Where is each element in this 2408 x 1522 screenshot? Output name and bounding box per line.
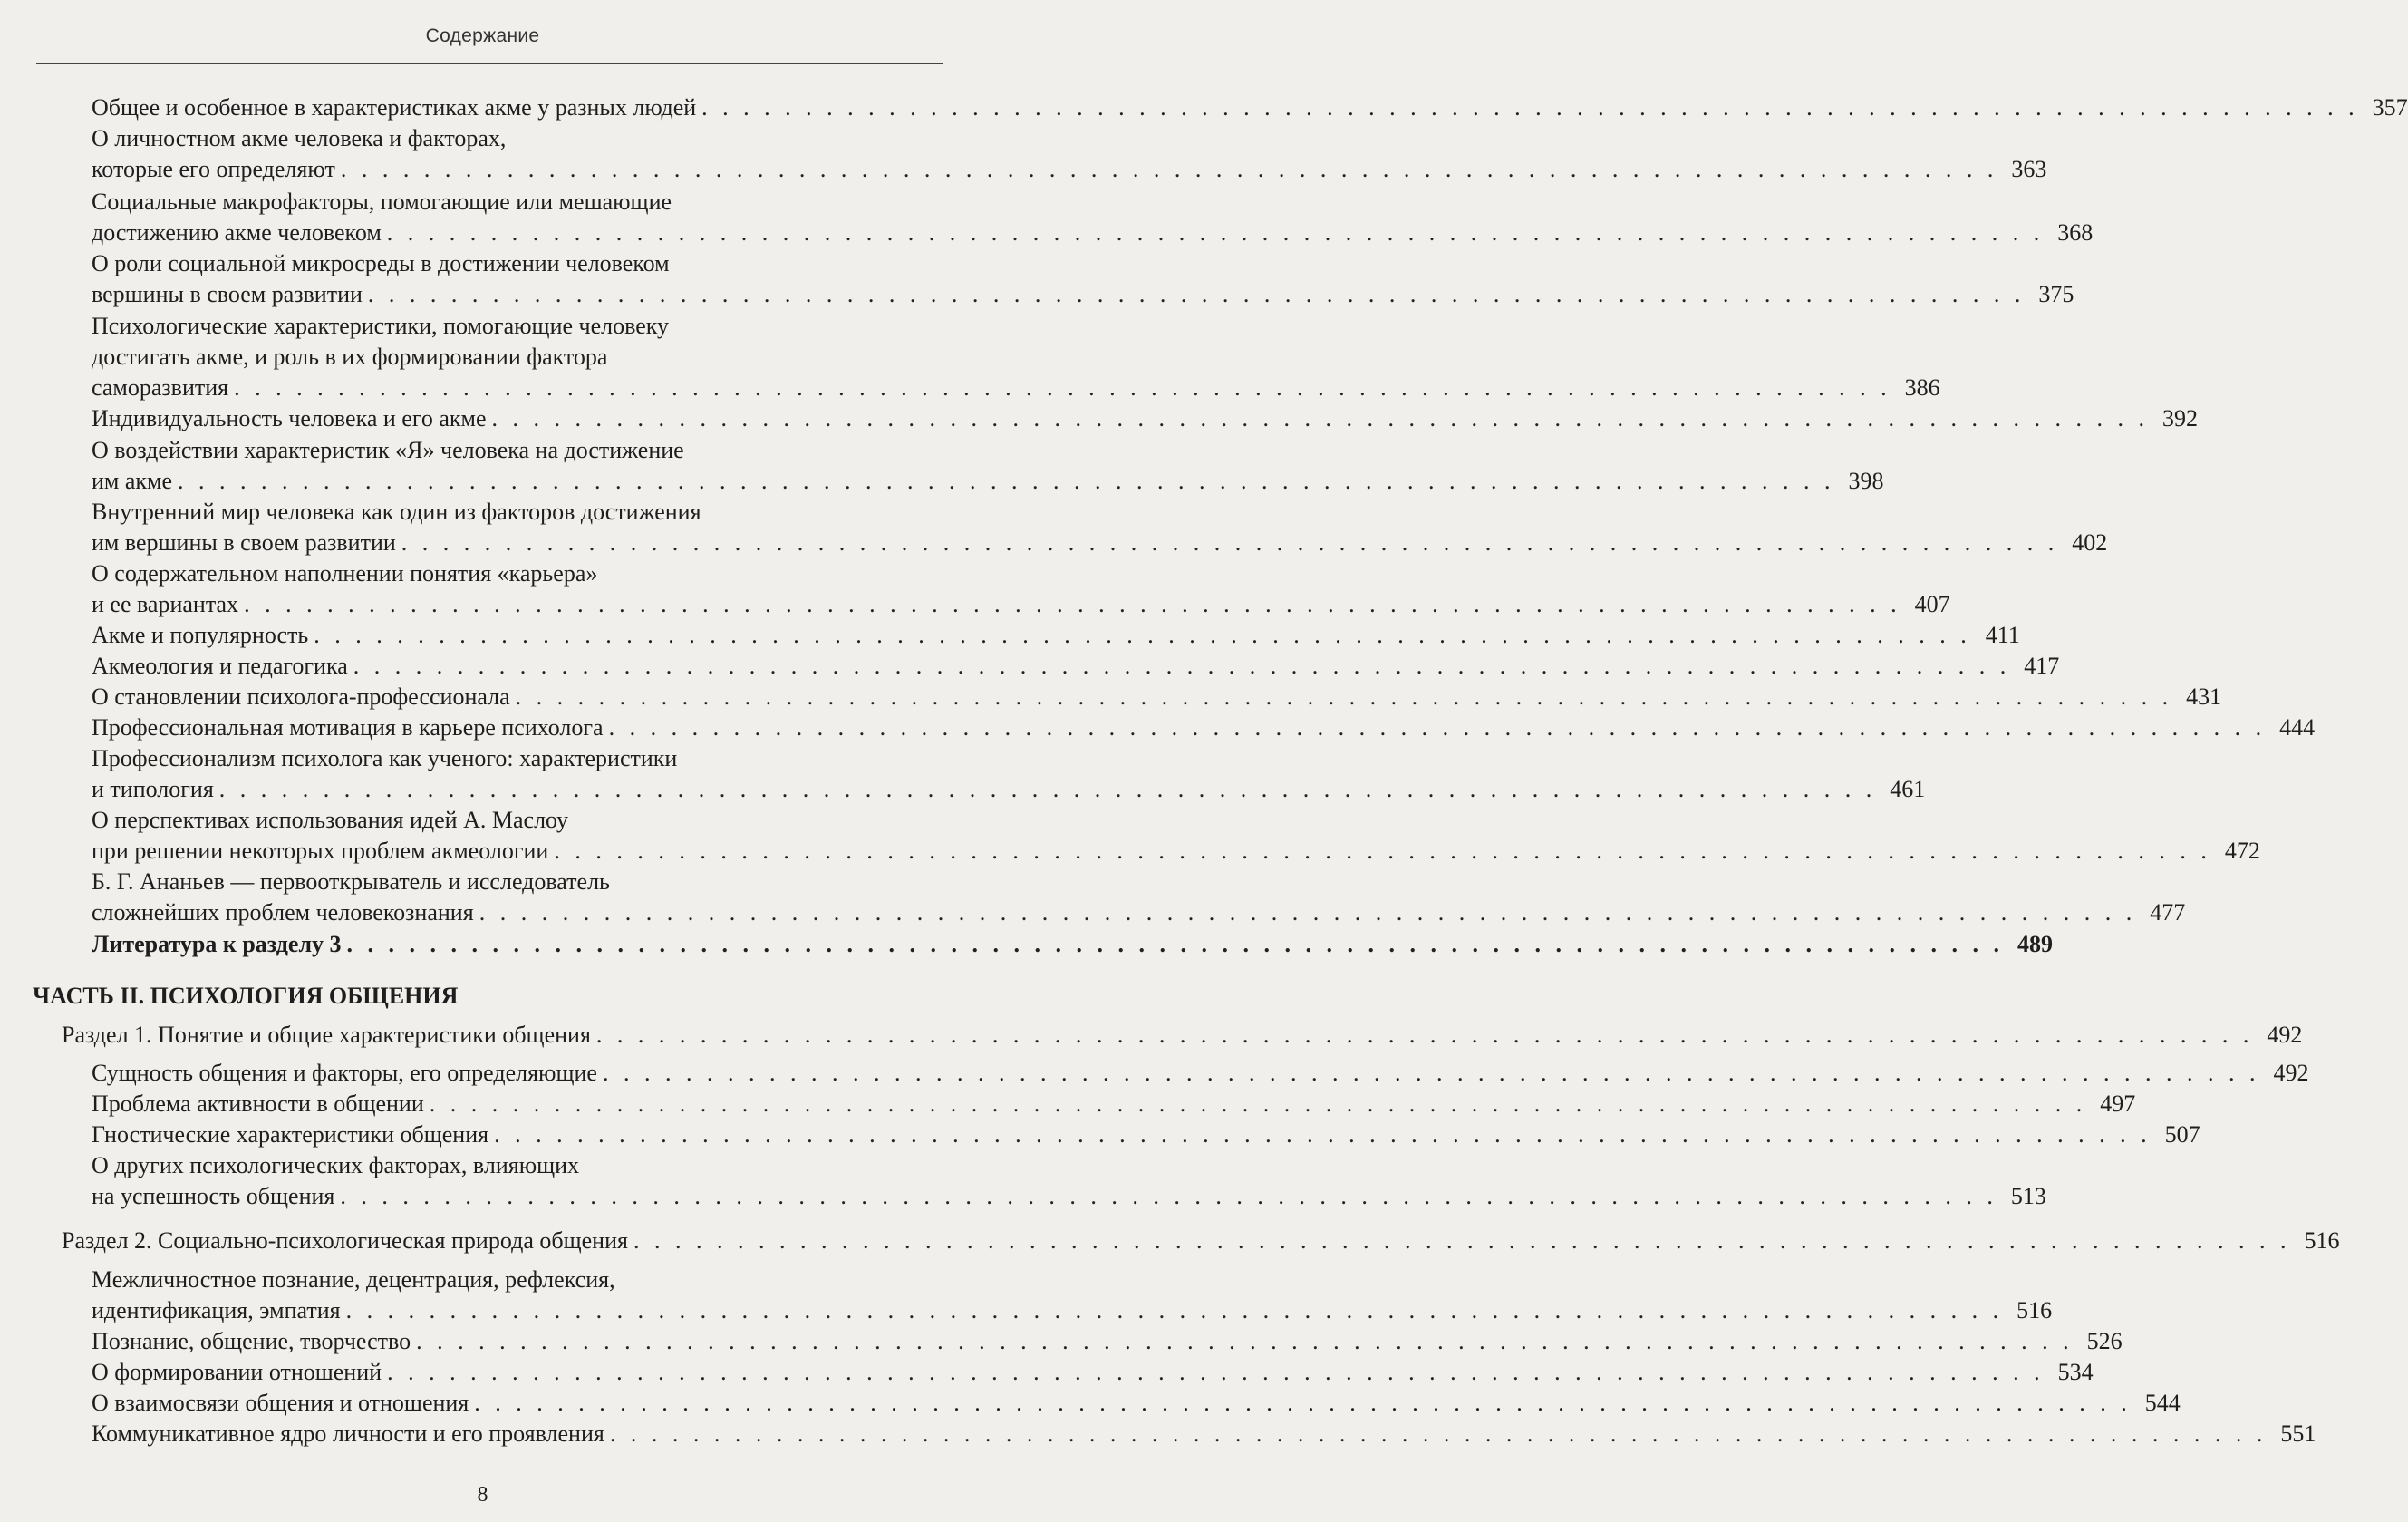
toc-entry: [92, 311, 1940, 403]
toc-page-number: 461: [1890, 776, 1926, 802]
toc-entry-title: Литература к разделу 3: [92, 931, 342, 957]
leader-dots: . . . . . . . . . . . . . . . . . . . . . . . . . . . . . . . . . . . . . . . . . . . . . . . . . . . . . . . . . . . . . . . . . . . . . . . . . . . . . . . .: [244, 591, 1901, 617]
toc-entry: [92, 743, 1926, 805]
running-head: Содержание: [425, 25, 540, 46]
leader-dots: . . . . . . . . . . . . . . . . . . . . . . . . . . . . . . . . . . . . . . . . . . . . . . . . . . . . . . . . . . . . . . . . . . . . . . . . . . . . . . . .: [494, 1121, 2152, 1148]
leader-dots: . . . . . . . . . . . . . . . . . . . . . . . . . . . . . . . . . . . . . . . . . . . . . . . . . . . . . . . . . . . . . . . . . . . . . . . . . . . . . . . .: [608, 714, 2267, 741]
toc-entry-title: достигать акме, и роль в их формировании фактора: [92, 344, 608, 370]
toc-page-number: 551: [2280, 1420, 2316, 1447]
toc-entry-title: Общее и особенное в характеристиках акме у разных людей: [92, 94, 697, 121]
leader-dots: . . . . . . . . . . . . . . . . . . . . . . . . . . . . . . . . . . . . . . . . . . . . . . . . . . . . . . . . . . . . . . . . . . . . . . . . . . . . . . . .: [340, 1183, 1997, 1209]
toc-entry-title: сложнейших проблем человекознания: [92, 899, 474, 926]
leader-dots: . . . . . . . . . . . . . . . . . . . . . . . . . . . . . . . . . . . . . . . . . . . . . . . . . . . . . . . . . . . . . . . . . . . . . . . . . . . . . . . .: [429, 1091, 2087, 1117]
header-rule: [36, 63, 943, 64]
toc-entry-title: О становлении психолога-профессионала: [92, 683, 510, 710]
toc-entry-title: Акме и популярность: [92, 622, 309, 648]
leader-dots: . . . . . . . . . . . . . . . . . . . . . . . . . . . . . . . . . . . . . . . . . . . . . . . . . . . . . . . . . . . . . . . . . . . . . . . . . . . . . . . .: [340, 156, 1998, 182]
toc-entry: [92, 558, 1950, 620]
toc-page-number: 516: [2304, 1227, 2340, 1254]
toc-entry-title: Межличностное познание, децентрация, рефлексия,: [92, 1266, 615, 1293]
toc-entry-title: Коммуникативное ядро личности и его проявления: [92, 1420, 604, 1447]
toc-entry: [92, 682, 2222, 713]
toc-page-number: 444: [2279, 714, 2316, 741]
leader-dots: . . . . . . . . . . . . . . . . . . . . . . . . . . . . . . . . . . . . . . . . . . . . . . . . . . . . . . . . . . . . . . . . . . . . . . . . . . . . . . . .: [554, 838, 2211, 864]
toc-page-number: 386: [1904, 374, 1940, 401]
leader-dots: . . . . . . . . . . . . . . . . . . . . . . . . . . . . . . . . . . . . . . . . . . . . . . . . . . . . . . . . . . . . . . . . . . . . . . . . . . . . . . . .: [387, 1359, 2045, 1385]
toc-entry-title: саморазвития: [92, 374, 229, 401]
toc-entry: [92, 805, 2260, 867]
toc-entry-title: Индивидуальность человека и его акме: [92, 405, 487, 431]
toc-entry-title: О взаимосвязи общения и отношения: [92, 1390, 469, 1416]
toc-entry: [62, 1226, 2340, 1256]
toc-entry: [92, 1388, 2181, 1419]
toc-entry: [92, 92, 2408, 123]
toc-entry-title: Проблема активности в общении: [92, 1091, 424, 1117]
toc-page-number: 407: [1914, 591, 1950, 617]
toc-entry-title: Сущность общения и факторы, его определяющие: [92, 1060, 597, 1086]
toc-entry-title: О содержательном наполнении понятия «карьера»: [92, 560, 598, 587]
leader-dots: . . . . . . . . . . . . . . . . . . . . . . . . . . . . . . . . . . . . . . . . . . . . . . . . . . . . . . . . . . . . . . . . . . . . . . . . . . . . . . . .: [367, 281, 2026, 307]
leader-dots: . . . . . . . . . . . . . . . . . . . . . . . . . . . . . . . . . . . . . . . . . . . . . . . . . . . . . . . . . . . . . . . . . . . . . . . . . . . . . . . .: [218, 776, 1877, 802]
toc-entry-title: вершины в своем развитии: [92, 281, 363, 307]
toc-page-number: 357: [2372, 94, 2408, 121]
leader-dots: . . . . . . . . . . . . . . . . . . . . . . . . . . . . . . . . . . . . . . . . . . . . . . . . . . . . . . . . . . . . . . . . . . . . . . . . . . . . . . . .: [386, 219, 2045, 246]
toc-page-number: 534: [2057, 1359, 2094, 1385]
toc-page-number: 417: [2024, 653, 2060, 679]
toc-page-number: 544: [2144, 1390, 2181, 1416]
toc-entry: [92, 651, 2060, 682]
part-title: ЧАСТЬ II. ПСИХОЛОГИЯ ОБЩЕНИЯ: [33, 983, 459, 1009]
toc-entry: [92, 620, 2020, 651]
toc-page-number: 507: [2164, 1121, 2200, 1148]
toc-page-number: 368: [2057, 219, 2094, 246]
toc-entry: [92, 713, 2316, 743]
toc-entry: [92, 435, 1884, 497]
toc-entry-title: О личностном акме человека и факторах,: [92, 125, 507, 151]
toc-entry: [92, 248, 2074, 310]
leader-dots: . . . . . . . . . . . . . . . . . . . . . . . . . . . . . . . . . . . . . . . . . . . . . . . . . . . . . . . . . . . . . . . . . . . . . . . . . . . . . . . .: [346, 931, 2005, 957]
toc-entry-title: которые его определяют: [92, 156, 335, 182]
toc-page-number: 431: [2186, 683, 2222, 710]
toc-page-number: 513: [2010, 1183, 2046, 1209]
toc-entry-title: Профессионализм психолога как ученого: характеристики: [92, 745, 678, 771]
toc-page-number: 375: [2038, 281, 2074, 307]
leader-dots: . . . . . . . . . . . . . . . . . . . . . . . . . . . . . . . . . . . . . . . . . . . . . . . . . . . . . . . . . . . . . . . . . . . . . . . . . . . . . . . .: [401, 529, 2059, 556]
toc-entry-title: Познание, общение, творчество: [92, 1328, 411, 1354]
toc-entry: [92, 1265, 2053, 1326]
toc-page-number: 363: [2011, 156, 2047, 182]
toc-page-number: 492: [2267, 1022, 2303, 1048]
leader-dots: . . . . . . . . . . . . . . . . . . . . . . . . . . . . . . . . . . . . . . . . . . . . . . . . . . . . . . . . . . . . . . . . . . . . . . . . . . . . . . . .: [515, 683, 2173, 710]
toc-entry-title: им вершины в своем развитии: [92, 529, 396, 556]
toc-entry-title: Профессиональная мотивация в карьере психолога: [92, 714, 604, 741]
page-number: 8: [477, 1483, 488, 1507]
toc-entry-title: Раздел 2. Социально-психологическая природа общения: [62, 1227, 628, 1254]
leader-dots: . . . . . . . . . . . . . . . . . . . . . . . . . . . . . . . . . . . . . . . . . . . . . . . . . . . . . . . . . . . . . . . . . . . . . . . . . . . . . . . .: [701, 94, 2359, 121]
toc-entry-title: О других психологических факторах, влияющих: [92, 1152, 580, 1178]
toc-entry: [92, 123, 2047, 185]
toc-entry: [92, 867, 2186, 928]
leader-dots: . . . . . . . . . . . . . . . . . . . . . . . . . . . . . . . . . . . . . . . . . . . . . . . . . . . . . . . . . . . . . . . . . . . . . . . . . . . . . . . .: [178, 468, 1835, 494]
toc-entry-title: О роли социальной микросреды в достижении человеком: [92, 250, 670, 276]
toc-entry-title: О воздействии характеристик «Я» человека на достижение: [92, 437, 684, 463]
toc-page-number: 392: [2162, 405, 2198, 431]
leader-dots: . . . . . . . . . . . . . . . . . . . . . . . . . . . . . . . . . . . . . . . . . . . . . . . . . . . . . . . . . . . . . . . . . . . . . . . . . . . . . . . .: [609, 1420, 2268, 1447]
leader-dots: . . . . . . . . . . . . . . . . . . . . . . . . . . . . . . . . . . . . . . . . . . . . . . . . . . . . . . . . . . . . . . . . . . . . . . . . . . . . . . . .: [416, 1328, 2074, 1354]
leader-dots: . . . . . . . . . . . . . . . . . . . . . . . . . . . . . . . . . . . . . . . . . . . . . . . . . . . . . . . . . . . . . . . . . . . . . . . . . . . . . . . .: [633, 1227, 2291, 1254]
leader-dots: . . . . . . . . . . . . . . . . . . . . . . . . . . . . . . . . . . . . . . . . . . . . . . . . . . . . . . . . . . . . . . . . . . . . . . . . . . . . . . . .: [234, 374, 1891, 401]
toc-entry-title: идентификация, эмпатия: [92, 1297, 341, 1323]
toc-entry: [92, 929, 2054, 960]
toc-page-number: 472: [2224, 838, 2260, 864]
toc-entry-title: на успешность общения: [92, 1183, 335, 1209]
toc-page-number: 489: [2017, 931, 2054, 957]
toc-entry-title: О формировании отношений: [92, 1359, 382, 1385]
leader-dots: . . . . . . . . . . . . . . . . . . . . . . . . . . . . . . . . . . . . . . . . . . . . . . . . . . . . . . . . . . . . . . . . . . . . . . . . . . . . . . . .: [491, 405, 2149, 431]
leader-dots: . . . . . . . . . . . . . . . . . . . . . . . . . . . . . . . . . . . . . . . . . . . . . . . . . . . . . . . . . . . . . . . . . . . . . . . . . . . . . . . .: [345, 1297, 2004, 1323]
toc-entry: [62, 1020, 2303, 1051]
toc-entry: [92, 1120, 2200, 1150]
toc-entry: [92, 1150, 2046, 1212]
toc-entry-title: Акмеология и педагогика: [92, 653, 348, 679]
leader-dots: . . . . . . . . . . . . . . . . . . . . . . . . . . . . . . . . . . . . . . . . . . . . . . . . . . . . . . . . . . . . . . . . . . . . . . . . . . . . . . . .: [479, 899, 2137, 926]
toc-entry: [92, 403, 2198, 434]
toc-page-number: 526: [2086, 1328, 2123, 1354]
leader-dots: . . . . . . . . . . . . . . . . . . . . . . . . . . . . . . . . . . . . . . . . . . . . . . . . . . . . . . . . . . . . . . . . . . . . . . . . . . . . . . . .: [353, 653, 2011, 679]
toc-entry-title: Психологические характеристики, помогающие человеку: [92, 313, 670, 339]
toc-entry-title: Гностические характеристики общения: [92, 1121, 489, 1148]
toc-entry: [92, 1419, 2316, 1449]
toc-entry: [92, 1089, 2136, 1120]
toc-entry: [92, 1058, 2309, 1089]
toc-page-number: 398: [1848, 468, 1884, 494]
leader-dots: . . . . . . . . . . . . . . . . . . . . . . . . . . . . . . . . . . . . . . . . . . . . . . . . . . . . . . . . . . . . . . . . . . . . . . . . . . . . . . . .: [595, 1022, 2254, 1048]
toc-entry-title: Социальные макрофакторы, помогающие или мешающие: [92, 189, 672, 215]
toc-entry-title: достижению акме человеком: [92, 219, 382, 246]
toc-entry: [92, 497, 2108, 558]
toc-entry-title: и типология: [92, 776, 214, 802]
leader-dots: . . . . . . . . . . . . . . . . . . . . . . . . . . . . . . . . . . . . . . . . . . . . . . . . . . . . . . . . . . . . . . . . . . . . . . . . . . . . . . . .: [602, 1060, 2260, 1086]
toc-entry-title: О перспективах использования идей А. Маслоу: [92, 807, 569, 833]
leader-dots: . . . . . . . . . . . . . . . . . . . . . . . . . . . . . . . . . . . . . . . . . . . . . . . . . . . . . . . . . . . . . . . . . . . . . . . . . . . . . . . .: [474, 1390, 2132, 1416]
toc-page-number: 477: [2150, 899, 2186, 926]
toc-entry: [92, 1357, 2094, 1388]
toc-page-number: 516: [2016, 1297, 2053, 1323]
toc-entry-title: при решении некоторых проблем акмеологии: [92, 838, 549, 864]
toc-page-number: 402: [2072, 529, 2108, 556]
toc-entry-title: Б. Г. Ананьев — первооткрыватель и исследователь: [92, 868, 610, 895]
toc-page-number: 497: [2100, 1091, 2136, 1117]
toc-entry-title: Внутренний мир человека как один из факторов достижения: [92, 499, 701, 525]
toc-entry-title: им акме: [92, 468, 173, 494]
toc-page-number: 411: [1985, 622, 2020, 648]
toc-entry-title: и ее вариантах: [92, 591, 239, 617]
toc-entry: [92, 1326, 2123, 1357]
toc-entry: [92, 187, 2094, 248]
toc-page-number: 492: [2273, 1060, 2309, 1086]
toc-entry-title: Раздел 1. Понятие и общие характеристики общения: [62, 1022, 591, 1048]
leader-dots: . . . . . . . . . . . . . . . . . . . . . . . . . . . . . . . . . . . . . . . . . . . . . . . . . . . . . . . . . . . . . . . . . . . . . . . . . . . . . . . .: [314, 622, 1971, 648]
